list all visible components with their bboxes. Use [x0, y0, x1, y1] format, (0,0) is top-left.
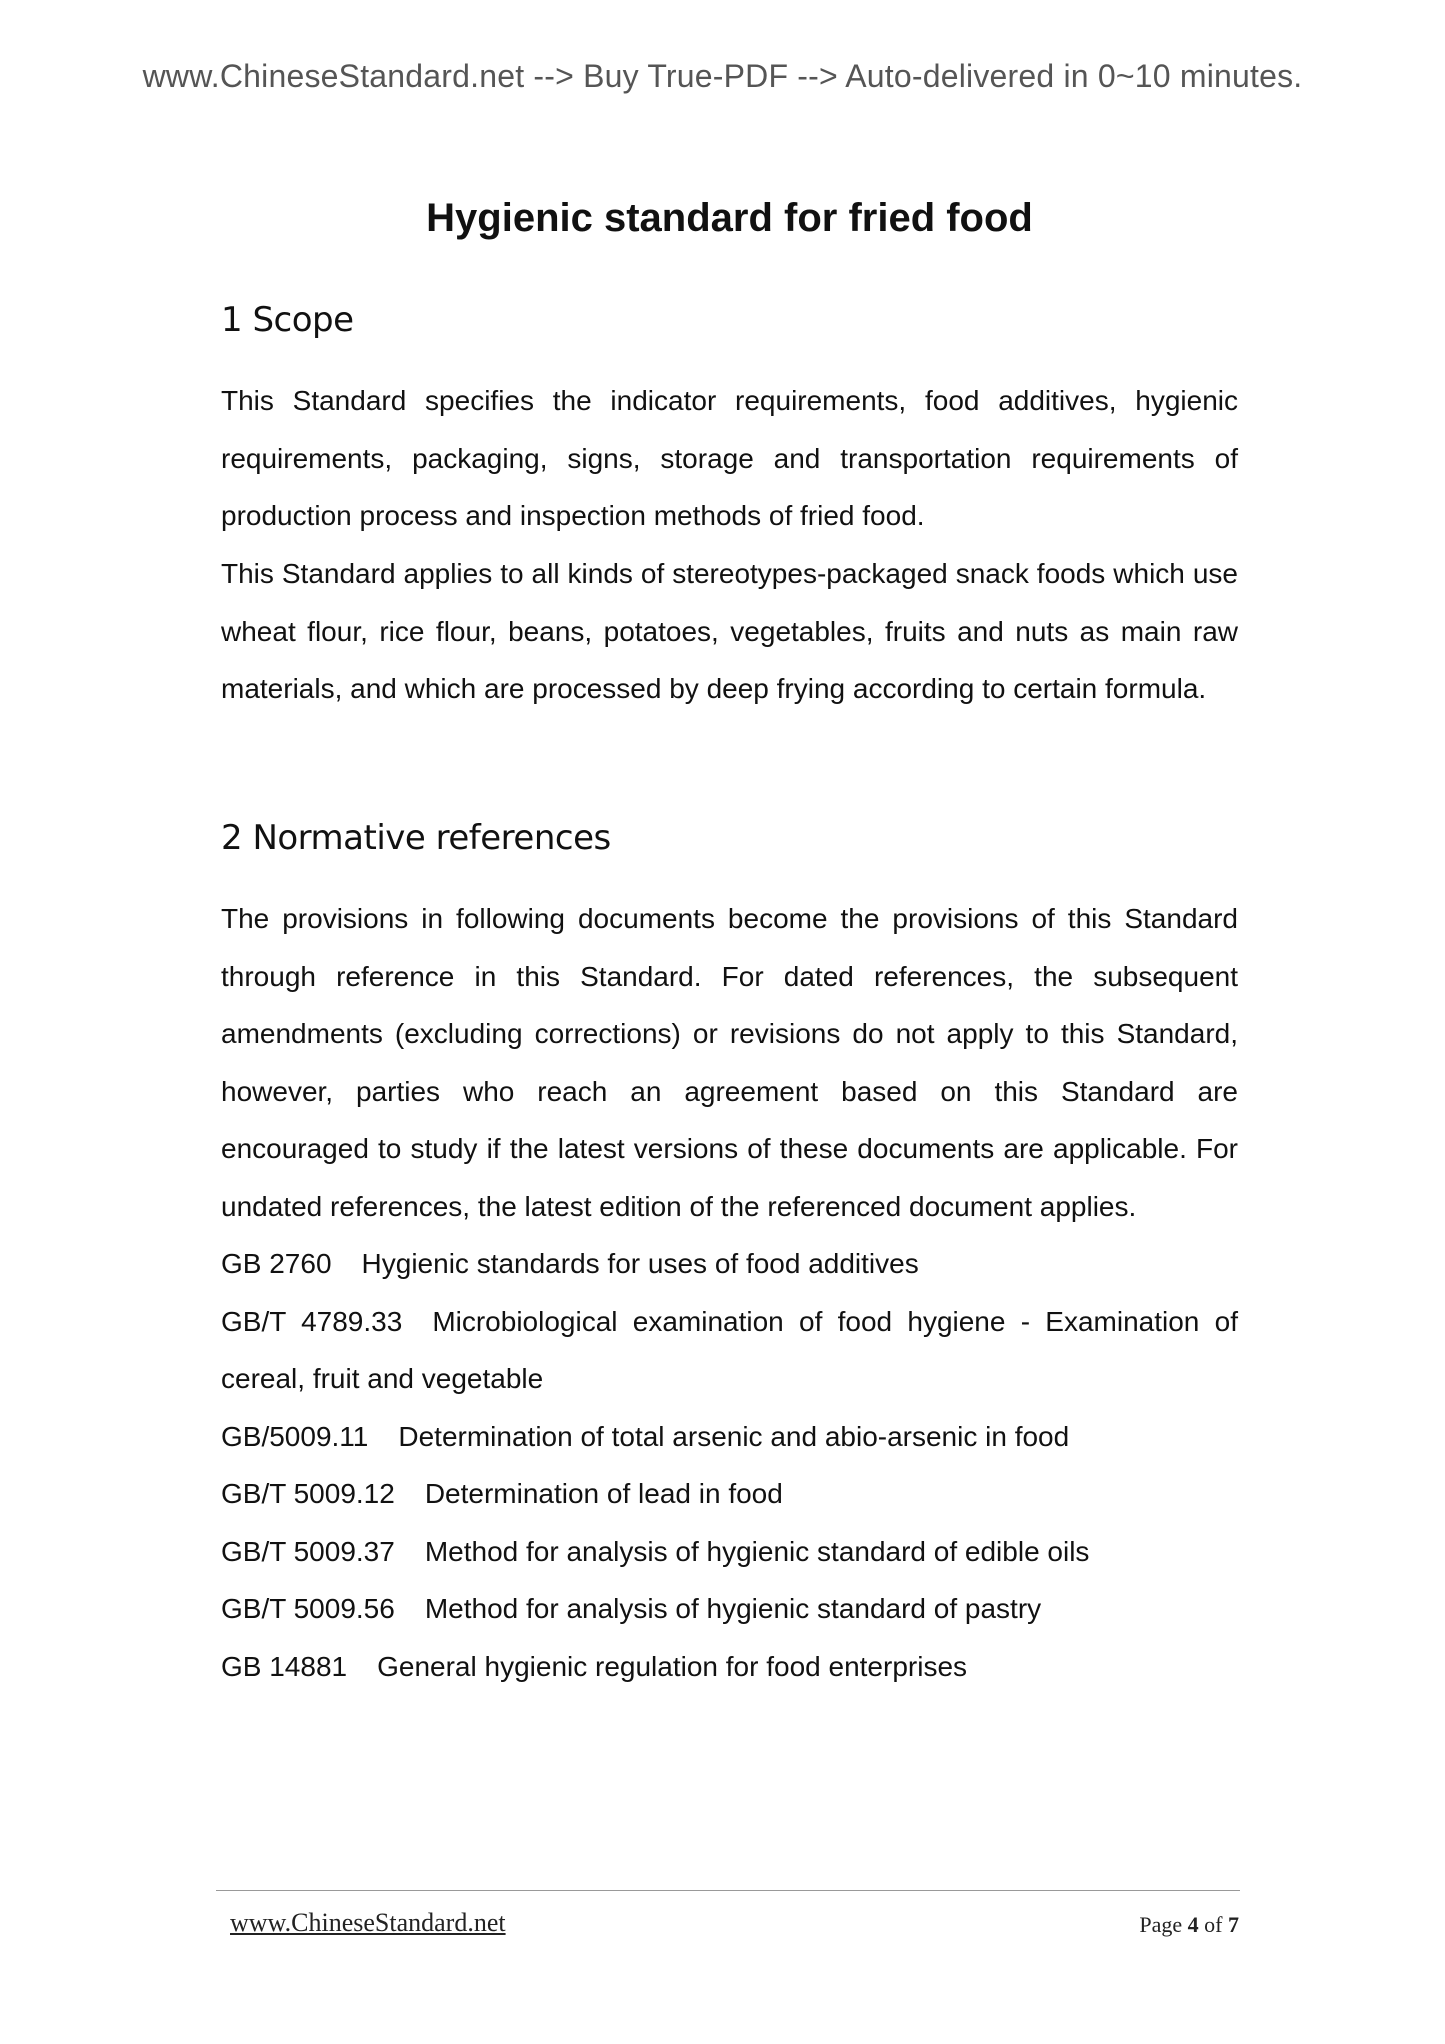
- reference-code: GB/5009.11: [221, 1420, 369, 1452]
- footer-divider: [216, 1890, 1240, 1891]
- page-number: [1139, 1912, 1239, 1938]
- section-heading-normative-references: 2 Normative references: [221, 818, 611, 858]
- reference-code: GB/T 4789.33: [221, 1305, 403, 1337]
- page-prefix: Page: [1139, 1912, 1183, 1937]
- reference-title: General hygienic regulation for food enterprises: [377, 1650, 968, 1682]
- reference-item: [221, 1465, 1238, 1523]
- reference-code: GB/T 5009.37: [221, 1535, 395, 1567]
- site-banner: www.ChineseStandard.net --> Buy True-PDF --> Auto-delivered in 0~10 minutes.: [142, 58, 1303, 94]
- section-heading-scope: 1 Scope: [221, 300, 354, 340]
- document-title: Hygienic standard for fried food: [426, 196, 1033, 240]
- page-current: 4: [1187, 1912, 1199, 1937]
- reference-item: [221, 1638, 1238, 1696]
- reference-title: Method for analysis of hygienic standard of edible oils: [424, 1535, 1090, 1567]
- scope-paragraph-1: This Standard specifies the indicator requirements, food additives, hygienic requirements, packaging, signs, storage and transportation requirements of production process and inspection methods of fried food.: [221, 385, 1238, 531]
- page-total: 7: [1228, 1912, 1239, 1937]
- reference-code: GB 14881: [221, 1650, 348, 1682]
- reference-code: GB/T 5009.56: [221, 1593, 395, 1624]
- scope-paragraph-2: This Standard applies to all kinds of stereotypes-packaged snack foods which use wheat flour, rice flour, beans, potatoes, vegetables, fruits and nuts as main raw materials, and which are processed by deep frying according to certain formula.: [221, 558, 1238, 704]
- reference-item: [221, 1580, 1238, 1638]
- reference-item: [221, 1293, 1238, 1408]
- reference-item: [221, 1408, 1238, 1466]
- reference-list: [221, 1235, 1238, 1695]
- reference-title: Method for analysis of hygienic standard of pastry: [424, 1593, 1042, 1624]
- reference-code: GB 2760: [221, 1248, 332, 1279]
- reference-code: GB/T 5009.12: [221, 1478, 395, 1509]
- reference-title: Hygienic standards for uses of food additives: [361, 1248, 919, 1279]
- footer-site-link[interactable]: www.ChineseStandard.net: [230, 1908, 506, 1937]
- reference-title: Determination of lead in food: [424, 1478, 783, 1509]
- normative-references-paragraph: The provisions in following documents become the provisions of this Standard through reference in this Standard. For dated references, the subsequent amendments (excluding corrections) or revisions do not apply to this Standard, however, parties who reach an agreement based on this Standard are encouraged to study if the latest versions of these documents are applicable. For undated references, the latest edition of the referenced document applies.: [221, 903, 1238, 1222]
- reference-title: Determination of total arsenic and abio-arsenic in food: [398, 1420, 1070, 1452]
- reference-item: [221, 1523, 1238, 1581]
- reference-item: [221, 1235, 1238, 1293]
- reference-title: Microbiological examination of food hygiene - Examination of cereal, fruit and vegetable: [221, 1305, 1238, 1394]
- page-of: of: [1204, 1912, 1223, 1937]
